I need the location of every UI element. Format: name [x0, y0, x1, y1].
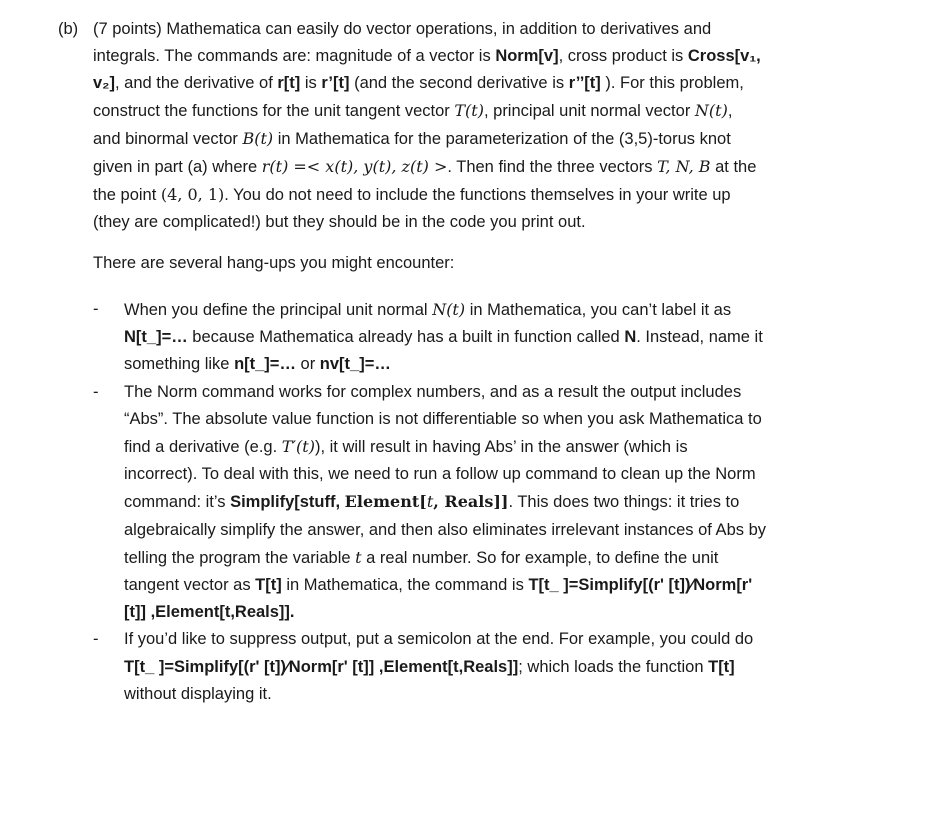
text: construct the functions for the unit tangent vector [93, 102, 455, 120]
item-line: incorrect). To deal with this, we need to run a follow up command to clean up the Norm [124, 465, 756, 484]
math-t: t [426, 492, 434, 512]
text: , cross product is [558, 47, 688, 65]
math-N: N(t) [432, 300, 466, 319]
text: . This does two things: it tries to [508, 493, 740, 512]
item-line: “Abs”. The absolute value function is not differentiable so when you ask Mathematica to [124, 409, 762, 428]
item-line [124, 296, 893, 324]
statement-line [93, 16, 893, 43]
text: . You do not need to include the functions themselves in your write up [224, 186, 731, 204]
text: (7 points) Mathematica can easily do vector operations, in addition to derivatives and [93, 20, 712, 38]
text: is [300, 74, 322, 92]
text: in Mathematica, you can’t label it as [465, 301, 732, 319]
command-r-double-prime: r’’[t] [568, 74, 601, 92]
text: in Mathematica for the parameterization of the (3,5)-torus knot [273, 130, 731, 148]
text: (they are complicated!) but they should be in the code you print out. [93, 213, 586, 231]
code-element: Element[ [344, 492, 427, 512]
item-line: If you’d like to suppress output, put a semicolon at the end. For example, you could do [124, 630, 754, 649]
bullet-dash: - [93, 300, 99, 318]
text: . Then find the three vectors [447, 158, 658, 176]
bullet-dash: - [93, 630, 99, 649]
item-line [124, 654, 893, 681]
hangups-intro: There are several hang-ups you might encounter: [93, 254, 455, 272]
list-item [93, 379, 893, 627]
statement-line [93, 181, 893, 209]
statement-line [93, 70, 893, 97]
text: integrals. The commands are: magnitude of a vector is [93, 47, 496, 65]
text: because Mathematica already has a built in function called [187, 328, 625, 347]
item-line [124, 433, 893, 461]
item-line: The Norm command works for complex numbers, and as a result the output includes [124, 382, 742, 401]
code-T: T[t] [708, 657, 735, 676]
item-line [124, 351, 893, 378]
text: at the [710, 158, 757, 176]
command-norm: Norm[v] [495, 47, 559, 65]
item-line [124, 544, 893, 572]
text: When you define the principal unit normal [124, 301, 433, 319]
code-n-def: n[t_]=… [234, 355, 296, 374]
item-line [124, 599, 893, 626]
code-N-def: N[t_]=… [124, 328, 188, 347]
statement-line [93, 43, 893, 70]
text: in Mathematica, the command is [281, 576, 529, 595]
text: command: it’s [124, 493, 231, 512]
text: tangent vector as [124, 576, 256, 595]
math-B: B(t) [242, 129, 274, 148]
item-line [124, 488, 893, 516]
code-T: T[t] [255, 576, 282, 595]
code-simplify: Simplify[stuff, [230, 493, 345, 512]
list-item [93, 296, 893, 379]
problem-label: (b) [58, 20, 79, 38]
command-r: r[t] [277, 74, 301, 92]
math-parameterization: r(t) =< x(t), y(t), z(t) > [261, 157, 448, 176]
item-line [124, 324, 893, 351]
list-item [93, 626, 893, 708]
text: given in part (a) where [93, 158, 262, 176]
text: or [295, 355, 320, 374]
text: something like [124, 355, 235, 374]
math-T-prime: T′(t) [281, 437, 315, 457]
text: (and the second derivative is [349, 74, 569, 92]
bullet-dash: - [93, 382, 99, 401]
math-T: T(t) [454, 101, 484, 120]
text: a real number. So for example, to define the unit [361, 548, 719, 567]
text: find a derivative (e.g. [124, 438, 282, 457]
math-TNB: T, N, B [657, 157, 711, 176]
text: telling the program the variable [124, 548, 356, 567]
text: , principal unit normal vector [483, 102, 695, 120]
math-N: N(t) [694, 101, 728, 120]
math-t: t [355, 547, 362, 567]
math-point: (4, 0, 1) [160, 185, 225, 204]
text: ), it will result in having Abs’ in the answer (which is [314, 438, 688, 457]
code-T-def: T[t_ ]=Simplify[(r' [t])⁄Norm[r' [t]] ,Element[t,Reals]] [124, 657, 519, 676]
statement-line [93, 97, 893, 125]
code-reals: , Reals]] [433, 492, 509, 512]
statement-line [93, 125, 893, 153]
command-cross-cont: v₂] [93, 74, 116, 92]
hangups-list [93, 296, 893, 708]
statement-line [93, 153, 893, 181]
text: ; which loads the function [518, 657, 709, 676]
item-line [124, 572, 893, 599]
command-cross: Cross[v₁, [687, 47, 761, 65]
item-line: algebraically simplify the answer, and then also eliminates irrelevant instances of Abs by [124, 520, 767, 539]
command-r-prime: r’[t] [321, 74, 350, 92]
item-line: without displaying it. [124, 684, 272, 703]
text: , and the derivative of [115, 74, 278, 92]
text: ). For this problem, [600, 74, 744, 92]
text: the point [93, 186, 161, 204]
statement-line [93, 209, 893, 236]
code-T-def-cont: [t]] ,Element[t,Reals]]. [124, 603, 295, 622]
code-T-def: T[t_ ]=Simplify[(r' [t])⁄Norm[r' [528, 576, 753, 595]
code-N: N [624, 328, 637, 347]
text: and binormal vector [93, 130, 243, 148]
code-nv-def: nv[t_]=… [319, 355, 391, 374]
problem-statement [93, 16, 893, 236]
text: , [727, 102, 733, 120]
text: . Instead, name it [636, 328, 763, 347]
